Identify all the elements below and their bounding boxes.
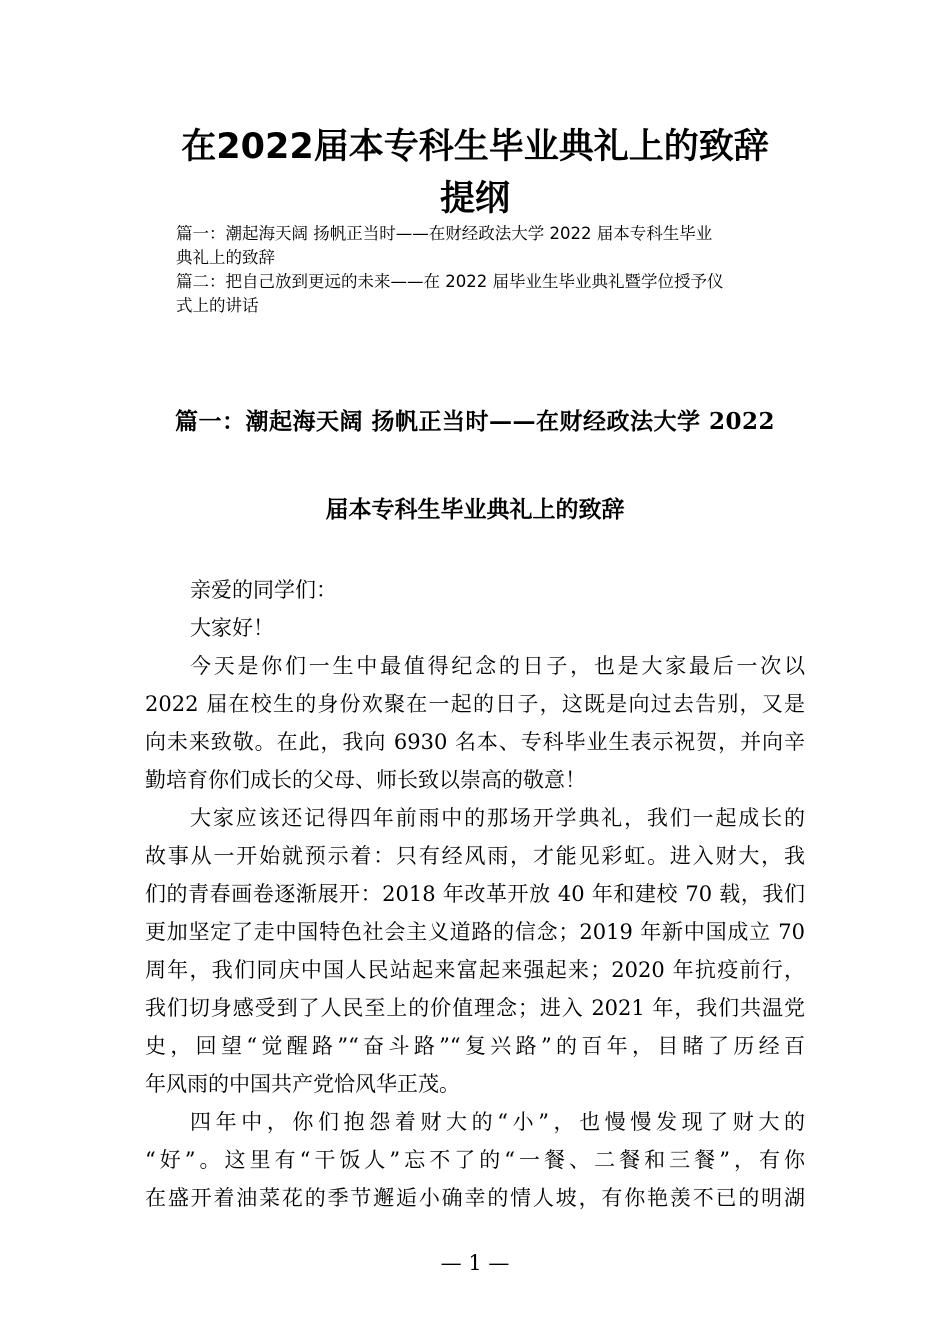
paragraph-line: 在盛开着油菜花的季节邂逅小确幸的情人坡，有你艳羡不已的明湖	[145, 1186, 805, 1210]
toc-line: 式上的讲话	[176, 296, 259, 315]
toc-line: 典礼上的致辞	[176, 248, 275, 267]
paragraph-line: 大家应该还记得四年前雨中的那场开学典礼，我们一起成长的	[190, 806, 805, 830]
paragraph-line: 今天是你们一生中最值得纪念的日子，也是大家最后一次以	[190, 654, 805, 678]
paragraph-line: 四年中，你们抱怨着财大的“小”，也慢慢发现了财大的	[190, 1110, 805, 1134]
salutation: 亲爱的同学们：	[190, 578, 337, 602]
document-title: 在2022届本专科生毕业典礼上的致辞	[181, 127, 769, 167]
paragraph-line: 向未来致敬。在此，我向 6930 名本、专科毕业生表示祝贺，并向辛	[145, 730, 805, 754]
paragraph-line: 2022 届在校生的身份欢聚在一起的日子，这既是向过去告别，又是	[145, 692, 805, 716]
toc-line: 篇一：潮起海天阔 扬帆正当时——在财经政法大学 2022 届本专科生毕业	[176, 224, 713, 243]
paragraph-line: 我们切身感受到了人民至上的价值理念；进入 2021 年，我们共温党	[145, 996, 805, 1020]
body-text	[145, 571, 805, 1217]
paragraph-line: 年风雨的中国共产党恰风华正茂。	[145, 1072, 460, 1096]
paragraph-line: 勤培育你们成长的父母、师长致以崇高的敬意！	[145, 768, 586, 792]
paragraph-line: 们的青春画卷逐渐展开：2018 年改革开放 40 年和建校 70 载，我们	[145, 882, 805, 906]
table-of-contents	[176, 222, 816, 318]
paragraph-line: 周年，我们同庆中国人民站起来富起来强起来；2020 年抗疫前行，	[145, 958, 805, 982]
section-title-continued: 届本专科生毕业典礼上的致辞	[325, 496, 625, 523]
document-subtitle: 提纲	[439, 179, 510, 219]
paragraph-line: 更加坚定了走中国特色社会主义道路的信念；2019 年新中国成立 70	[145, 920, 805, 944]
page-number: — 1 —	[440, 1251, 510, 1275]
toc-line: 篇二：把自己放到更远的未来——在 2022 届毕业生毕业典礼暨学位授予仪	[176, 272, 724, 291]
section-title: 篇一：潮起海天阔 扬帆正当时——在财经政法大学 2022	[174, 408, 776, 435]
paragraph-line: 史，回望“觉醒路”“奋斗路”“复兴路”的百年，目睹了历经百	[145, 1034, 805, 1058]
paragraph-line: 故事从一开始就预示着：只有经风雨，才能见彩虹。进入财大，我	[145, 844, 805, 868]
greeting: 大家好！	[190, 616, 274, 640]
paragraph-line: “好”。这里有“干饭人”忘不了的“一餐、二餐和三餐”，有你	[145, 1148, 805, 1172]
